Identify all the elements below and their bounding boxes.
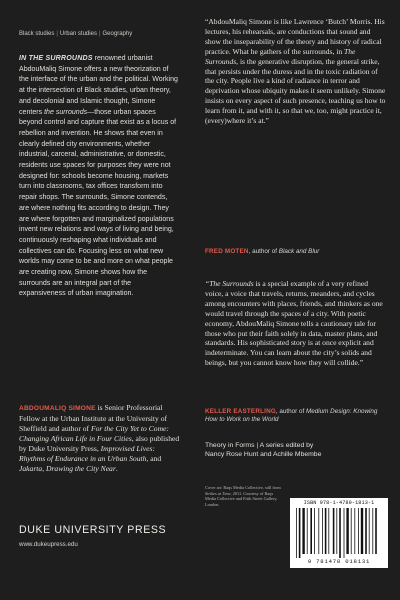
description-emphasis: the surrounds (44, 108, 88, 116)
barcode-bar (322, 508, 323, 554)
barcode-bar (307, 508, 308, 554)
blurb-moten (205, 17, 387, 126)
book-description (19, 54, 179, 300)
barcode-bars (296, 508, 382, 558)
barcode-bar (302, 508, 304, 554)
series-title: Theory in Forms (205, 442, 255, 449)
credit-text: , 2011. Courtesy of Raqs Media Collective and Frith Street Gallery, London. (205, 490, 278, 508)
barcode-bar (361, 508, 363, 554)
description-text-continued: —those urban spaces beyond control and capture that exist as a locus of rebellion and invention. He shows that even in clearly defined city environments, whether industrial, carceral, administrative, or domestic, residents use spaces for purposes they were not designed for: schools become housing, markets turn into classrooms, tax offices transform into repair shops. The surrounds, Simone contends, are where nothing fits according to design. They are where forgotten and marginalized populations invent new relations and ways of living and being, continuously reshaping what individuals and collectives can do. Focusing less on what new worlds may come to be and more on what people are creating now, Simone shows how the surrounds are an integral part of the expansiveness of urban imagination. (19, 108, 177, 298)
barcode-bar (339, 508, 341, 558)
attribution-text: , author of (248, 248, 279, 255)
description-lead: IN THE SURROUNDS (19, 55, 93, 62)
description-text: renowned urbanist AbdouMaliq Simone offers a new theorization of the interface of the urban and the political. Working at the intersection of Black studies, urban theory, and decolonial and Islamic thought, Simone centers (19, 55, 178, 116)
barcode-bar (369, 508, 370, 554)
subject-separator: | (56, 31, 58, 37)
bio-text: is Senior Professorial Fellow at the Urban Institute at the University of Sheffield and author of (19, 403, 168, 433)
bio-text: , also published by Duke University Press, (19, 433, 180, 453)
barcode-bar (346, 508, 348, 554)
series-info (205, 441, 385, 459)
attribution-work: Black and Blur (278, 248, 320, 255)
blurb-easterling (205, 279, 387, 368)
author-name: ABDOUMALIQ SIMONE (19, 405, 96, 412)
subject-geography: Geography (102, 31, 133, 37)
barcode-bar (336, 508, 337, 554)
barcode-bar (354, 508, 355, 554)
barcode-bar (325, 508, 327, 554)
barcode-bar (351, 508, 352, 554)
blurb-text: “AbdouMaliq Simone is like Lawrence ‘Butch’ Morris. His lectures, his rehearsals, are conductions that sound and show the inseparability of the theory and history of radical practice. What he gathers of the surrounds, in (205, 17, 385, 56)
blurb-attribution-easterling (205, 408, 390, 424)
blurb-title-emphasis: “The Surrounds (205, 279, 254, 288)
barcode-bar (333, 508, 335, 554)
subject-urban-studies: Urban studies (59, 31, 97, 37)
subject-categories (19, 31, 189, 37)
barcode-bar (375, 508, 377, 554)
attribution-text: , author of (275, 408, 307, 415)
barcode-bar (310, 508, 312, 554)
barcode-bar (344, 508, 345, 558)
blurb-title-emphasis: The Surrounds (205, 46, 356, 66)
credit-text: Cover art: Raqs Media Collective, still from (205, 485, 281, 490)
barcode (290, 498, 388, 568)
subject-black-studies: Black studies (19, 31, 55, 37)
barcode-bar (299, 508, 301, 558)
blurb-text: is a special example of a very refined voice, a voice that travels, returns, meanders, and cycles among encounters with places, friends, and thinkers as one would travel through the spaces of a city. With poetic economy, AbdouMaliq Simone tells a cautionary tale for those who put their faith solely in data, master plans, and standards. His sophisticated story is at once explicit and indeterminate. You can learn about the city’s solids and beings, but you cannot know how they will collide.” (205, 279, 383, 368)
bio-text: . (115, 463, 118, 473)
series-editors: Nancy Rose Hunt and Achille Mbembe (205, 451, 322, 459)
attribution-name: KELLER EASTERLING (205, 408, 276, 415)
blurb-text: , is the generative disruption, the general strike, that persists under the duress and in the toxic radiation of the city. People live a kind of radiance in terror and deprivation whose ubiquity makes it seem unlikely. Simone insists on every aspect of such presence, teaching us how to learn from it, and with it, so that we, too, might practice it, (every)where it’s at.” (205, 56, 386, 126)
barcode-bar (372, 508, 373, 554)
barcode-bar (365, 508, 367, 554)
barcode-bar (314, 508, 315, 554)
bio-book-title: Improvised Lives: Rhythms of Endurance in an Urban South (19, 443, 155, 463)
cover-art-credit (205, 485, 283, 508)
publisher-name: DUKE UNIVERSITY PRESS (19, 524, 167, 536)
barcode-bar (296, 508, 297, 558)
attribution-name: FRED MOTEN (205, 248, 249, 255)
author-bio (19, 403, 181, 474)
bio-book-title: For the City Yet to Come: Changing African Life in Four Cities (19, 423, 169, 443)
barcode-bar (318, 508, 319, 554)
credit-artwork-title: Strikes at Time (205, 490, 231, 496)
barcode-bar (358, 508, 359, 554)
bio-book-title: Jakarta, Drawing the City Near (19, 463, 116, 473)
attribution-work: Medium Design: Knowing How to Work on the World (205, 408, 378, 423)
publisher-url: www.dukeupress.edu (19, 541, 78, 548)
bio-text: , and (146, 453, 162, 463)
isbn-label: ISBN 978-1-4780-1813-1 (303, 500, 375, 506)
series-label: A series edited by (259, 442, 314, 449)
subject-separator: | (98, 31, 101, 37)
barcode-number: 9 781478 018131 (307, 558, 371, 565)
barcode-bar (328, 508, 329, 554)
series-separator: | (254, 442, 260, 449)
blurb-attribution-moten (205, 248, 390, 256)
